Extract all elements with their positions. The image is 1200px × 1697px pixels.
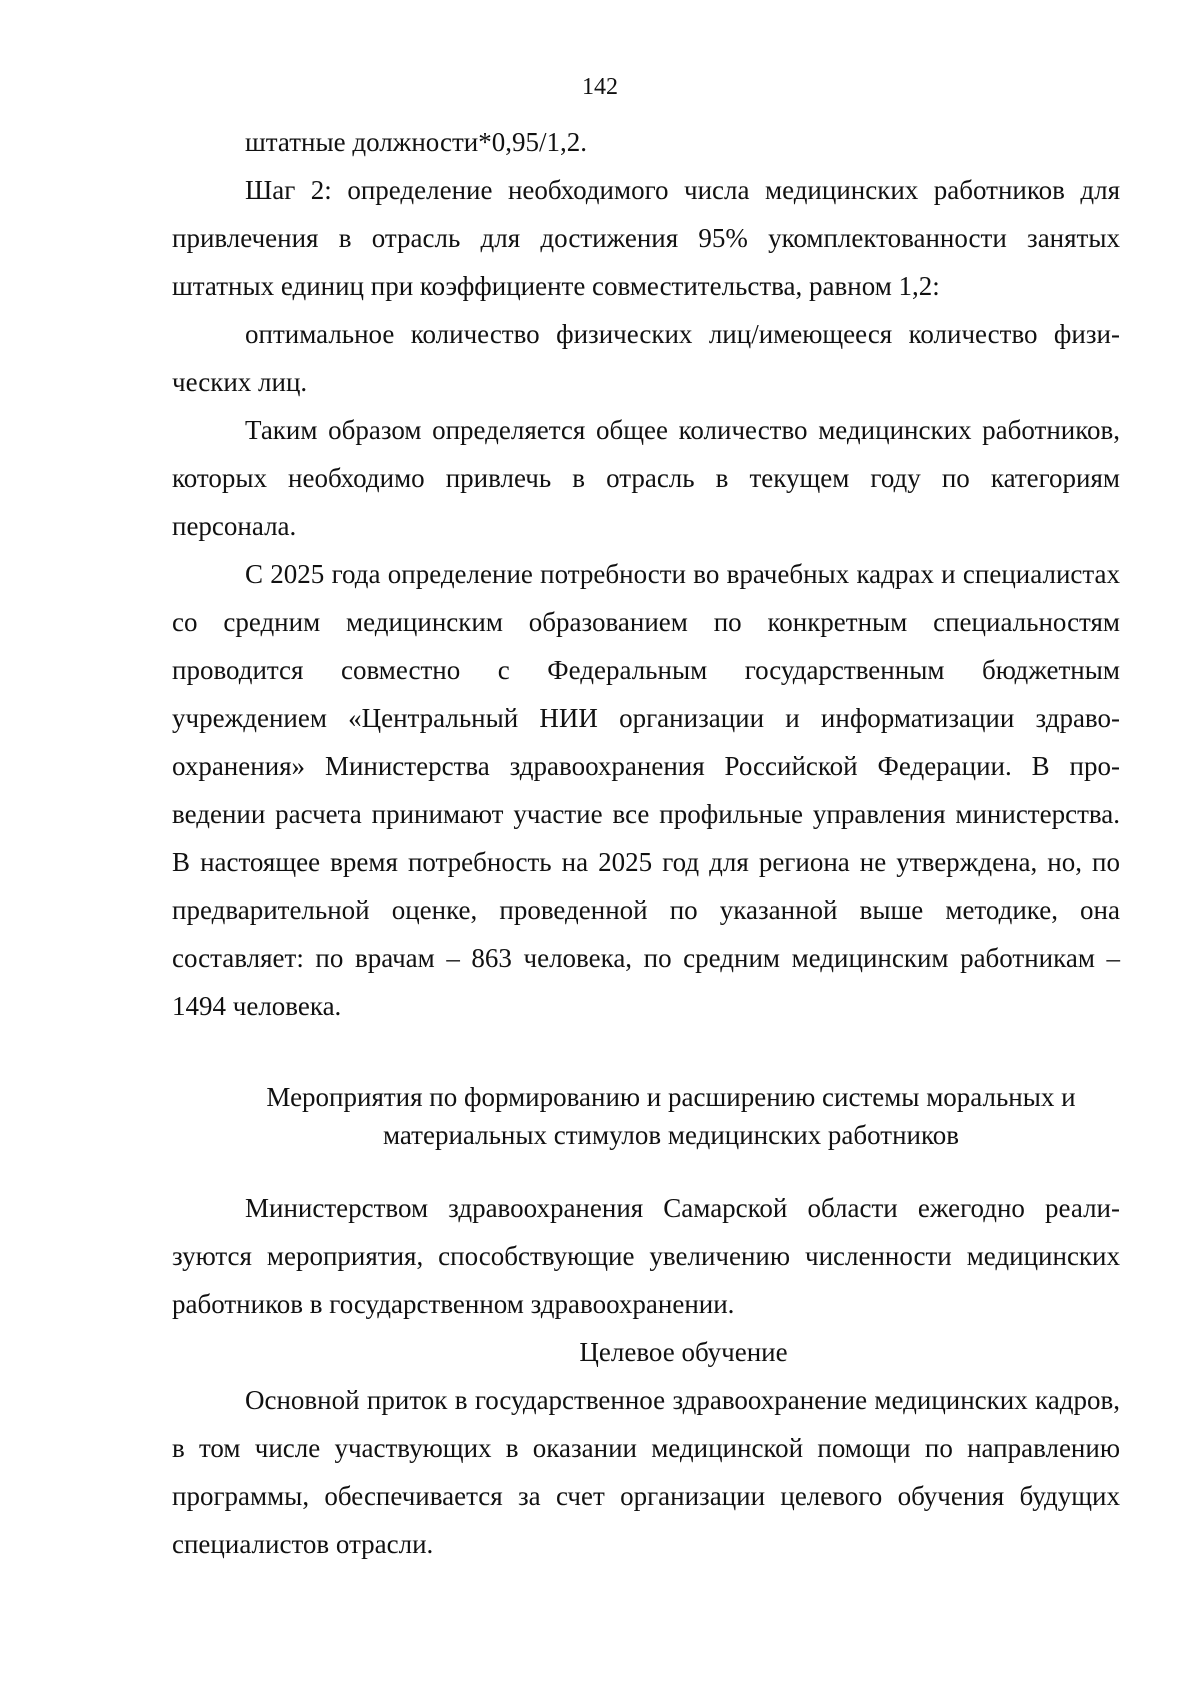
paragraph-summary: Таким образом определяется общее количество медицинских работников, которых необходимо привлечь в отрасль в текущем году по категориям персонала. bbox=[172, 415, 1120, 541]
paragraph-ministry-measures: Министерством здравоохранения Самарской области ежегодно реализуются мероприятия, способствующие увеличению численности медицинских работников в государственном здравоохранении. bbox=[172, 1193, 1120, 1319]
document-body bbox=[172, 118, 1120, 1568]
section-heading: Мероприятия по формированию и расширению системы моральных и материальных стимулов медицинских работников bbox=[266, 1082, 1076, 1150]
paragraph-formula: оптимальное количество физических лиц/имеющееся количество физических лиц. bbox=[172, 319, 1120, 397]
paragraph-targeted-training: Основной приток в государственное здравоохранение медицинских кадров, в том числе участвующих в оказании медицинской помощи по направлению программы, обеспечивается за счет организации целевого обучения будущих специалистов отрасли. bbox=[172, 1385, 1120, 1559]
subheading-targeted-training: Целевое обучение bbox=[579, 1337, 788, 1367]
paragraph-step-2: Шаг 2: определение необходимого числа медицинских работников для привлечения в отрасль для достижения 95% укомплектованности занятых штатных единиц при коэффициенте совместительства, равном 1,2: bbox=[172, 175, 1120, 301]
paragraph-formula-end: штатные должности*0,95/1,2. bbox=[245, 127, 587, 157]
paragraph-2025-needs: С 2025 года определение потребности во врачебных кадрах и специалистах со средним медицинским образованием по конкретным специальностям проводится совместно с Федеральным государственным бюджетным учреждением «Центральный НИИ организации и информатизации здравоохранения» Министерства здравоохранения Российской Федерации. В проведении расчета принимают участие все профильные управления министерства. В настоящее время потребность на 2025 год для региона не утверждена, но, по предварительной оценке, проведенной по указанной выше методике, она составляет: по врачам – 863 человека, по средним медицинским работникам – 1494 человека. bbox=[172, 559, 1120, 1021]
page-number: 142 bbox=[582, 74, 618, 100]
